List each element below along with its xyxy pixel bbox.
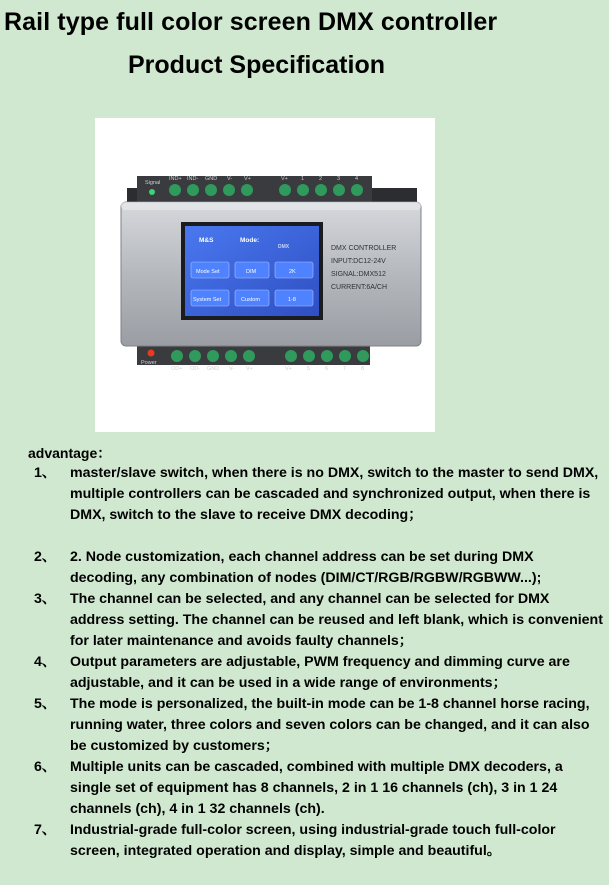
list-item-number: 1、 bbox=[34, 465, 57, 481]
terminal-label: 7 bbox=[343, 366, 347, 372]
page-title: Rail type full color screen DMX controller bbox=[4, 8, 498, 36]
terminal-label: 6 bbox=[325, 366, 329, 372]
info-line: DMX CONTROLLER bbox=[331, 245, 397, 252]
terminal-label: Power bbox=[141, 360, 157, 366]
screen-button-system-set: System Set bbox=[193, 297, 222, 303]
screen-button-mode-set: Mode Set bbox=[196, 269, 220, 275]
screen-button-dim: DIM bbox=[246, 269, 257, 275]
product-photo bbox=[95, 118, 435, 432]
list-item bbox=[0, 652, 609, 694]
screen-ms-label: M&S bbox=[199, 237, 214, 244]
terminal-label: V+ bbox=[281, 176, 288, 182]
screen-mode-label: Mode: bbox=[240, 237, 260, 244]
list-item bbox=[0, 820, 609, 883]
terminal-label: IND- bbox=[187, 176, 199, 182]
list-item-number: 7、 bbox=[34, 822, 57, 838]
terminal-label: OD+ bbox=[171, 366, 183, 372]
screen-button-2k: 2K bbox=[289, 269, 296, 275]
list-item bbox=[0, 589, 609, 652]
list-item-number: 2、 bbox=[34, 549, 57, 565]
terminal-label: 2 bbox=[319, 176, 323, 182]
list-item-text: Industrial-grade full-color screen, using industrial-grade touch full-color screen, integrated operation and display, simple and beautiful。 bbox=[70, 822, 556, 859]
list-item-number: 4、 bbox=[34, 654, 57, 670]
terminal-label: V+ bbox=[244, 176, 251, 182]
screen-button-custom: Custom bbox=[241, 297, 260, 303]
terminal-label: 1 bbox=[301, 176, 305, 182]
list-item bbox=[0, 547, 609, 589]
power-led-icon bbox=[148, 350, 155, 357]
screen-dmx-label: DMX bbox=[278, 244, 290, 250]
info-line: INPUT:DC12-24V bbox=[331, 258, 386, 265]
list-item bbox=[0, 463, 609, 547]
list-item-text: 2. Node customization, each channel address can be set during DMX decoding, any combination of nodes (DIM/CT/RGB/RGBW/RGBWW...); bbox=[70, 549, 542, 586]
terminal-label: Signal bbox=[145, 180, 161, 186]
page-subtitle: Product Specification bbox=[128, 51, 385, 79]
terminal-label: IND+ bbox=[169, 176, 182, 182]
info-line: SIGNAL:DMX512 bbox=[331, 271, 386, 278]
list-item-text: Output parameters are adjustable, PWM frequency and dimming curve are adjustable, and it can be used in a wide range of environments； bbox=[70, 654, 570, 691]
list-item-text: The mode is personalized, the built-in mode can be 1-8 channel horse racing, running water, three colors and seven colors can be changed, and it can also be customized by customers； bbox=[70, 696, 590, 754]
terminal-label: OD- bbox=[190, 366, 201, 372]
terminal-label: GND bbox=[207, 366, 220, 372]
list-item bbox=[0, 694, 609, 757]
list-item-number: 5、 bbox=[34, 696, 57, 712]
terminal-label: 8 bbox=[361, 366, 365, 372]
list-item-number: 3、 bbox=[34, 591, 57, 607]
list-item-text: master/slave switch, when there is no DMX, switch to the master to send DMX, multiple controllers can be cascaded and synchronized output, when there is DMX, switch to the slave to receive DMX decoding； bbox=[70, 465, 599, 523]
terminal-label: 4 bbox=[355, 176, 359, 182]
info-line: CURRENT:6A/CH bbox=[331, 284, 388, 291]
terminal-label: 3 bbox=[337, 176, 341, 182]
list-item-text: The channel can be selected, and any channel can be selected for DMX address setting. The channel can be reused and left blank, which is convenient for later maintenance and avoids faulty channels； bbox=[70, 591, 603, 649]
terminal-label: V- bbox=[229, 366, 235, 372]
list-item-text: Multiple units can be cascaded, combined with multiple DMX decoders, a single set of equipment has 8 channels, 2 in 1 16 channels (ch), 3 in 1 24 channels (ch), 4 in 1 32 channels (ch). bbox=[70, 759, 563, 817]
terminal-label: V+ bbox=[285, 366, 292, 372]
screen-button-1-8: 1-8 bbox=[288, 297, 296, 303]
list-item-number: 6、 bbox=[34, 759, 57, 775]
terminal-label: V- bbox=[227, 176, 233, 182]
terminal-label: 5 bbox=[307, 366, 311, 372]
advantage-heading: advantage： bbox=[28, 445, 112, 461]
terminal-label: GND bbox=[205, 176, 218, 182]
list-item bbox=[0, 757, 609, 820]
terminal-label: V+ bbox=[246, 366, 253, 372]
